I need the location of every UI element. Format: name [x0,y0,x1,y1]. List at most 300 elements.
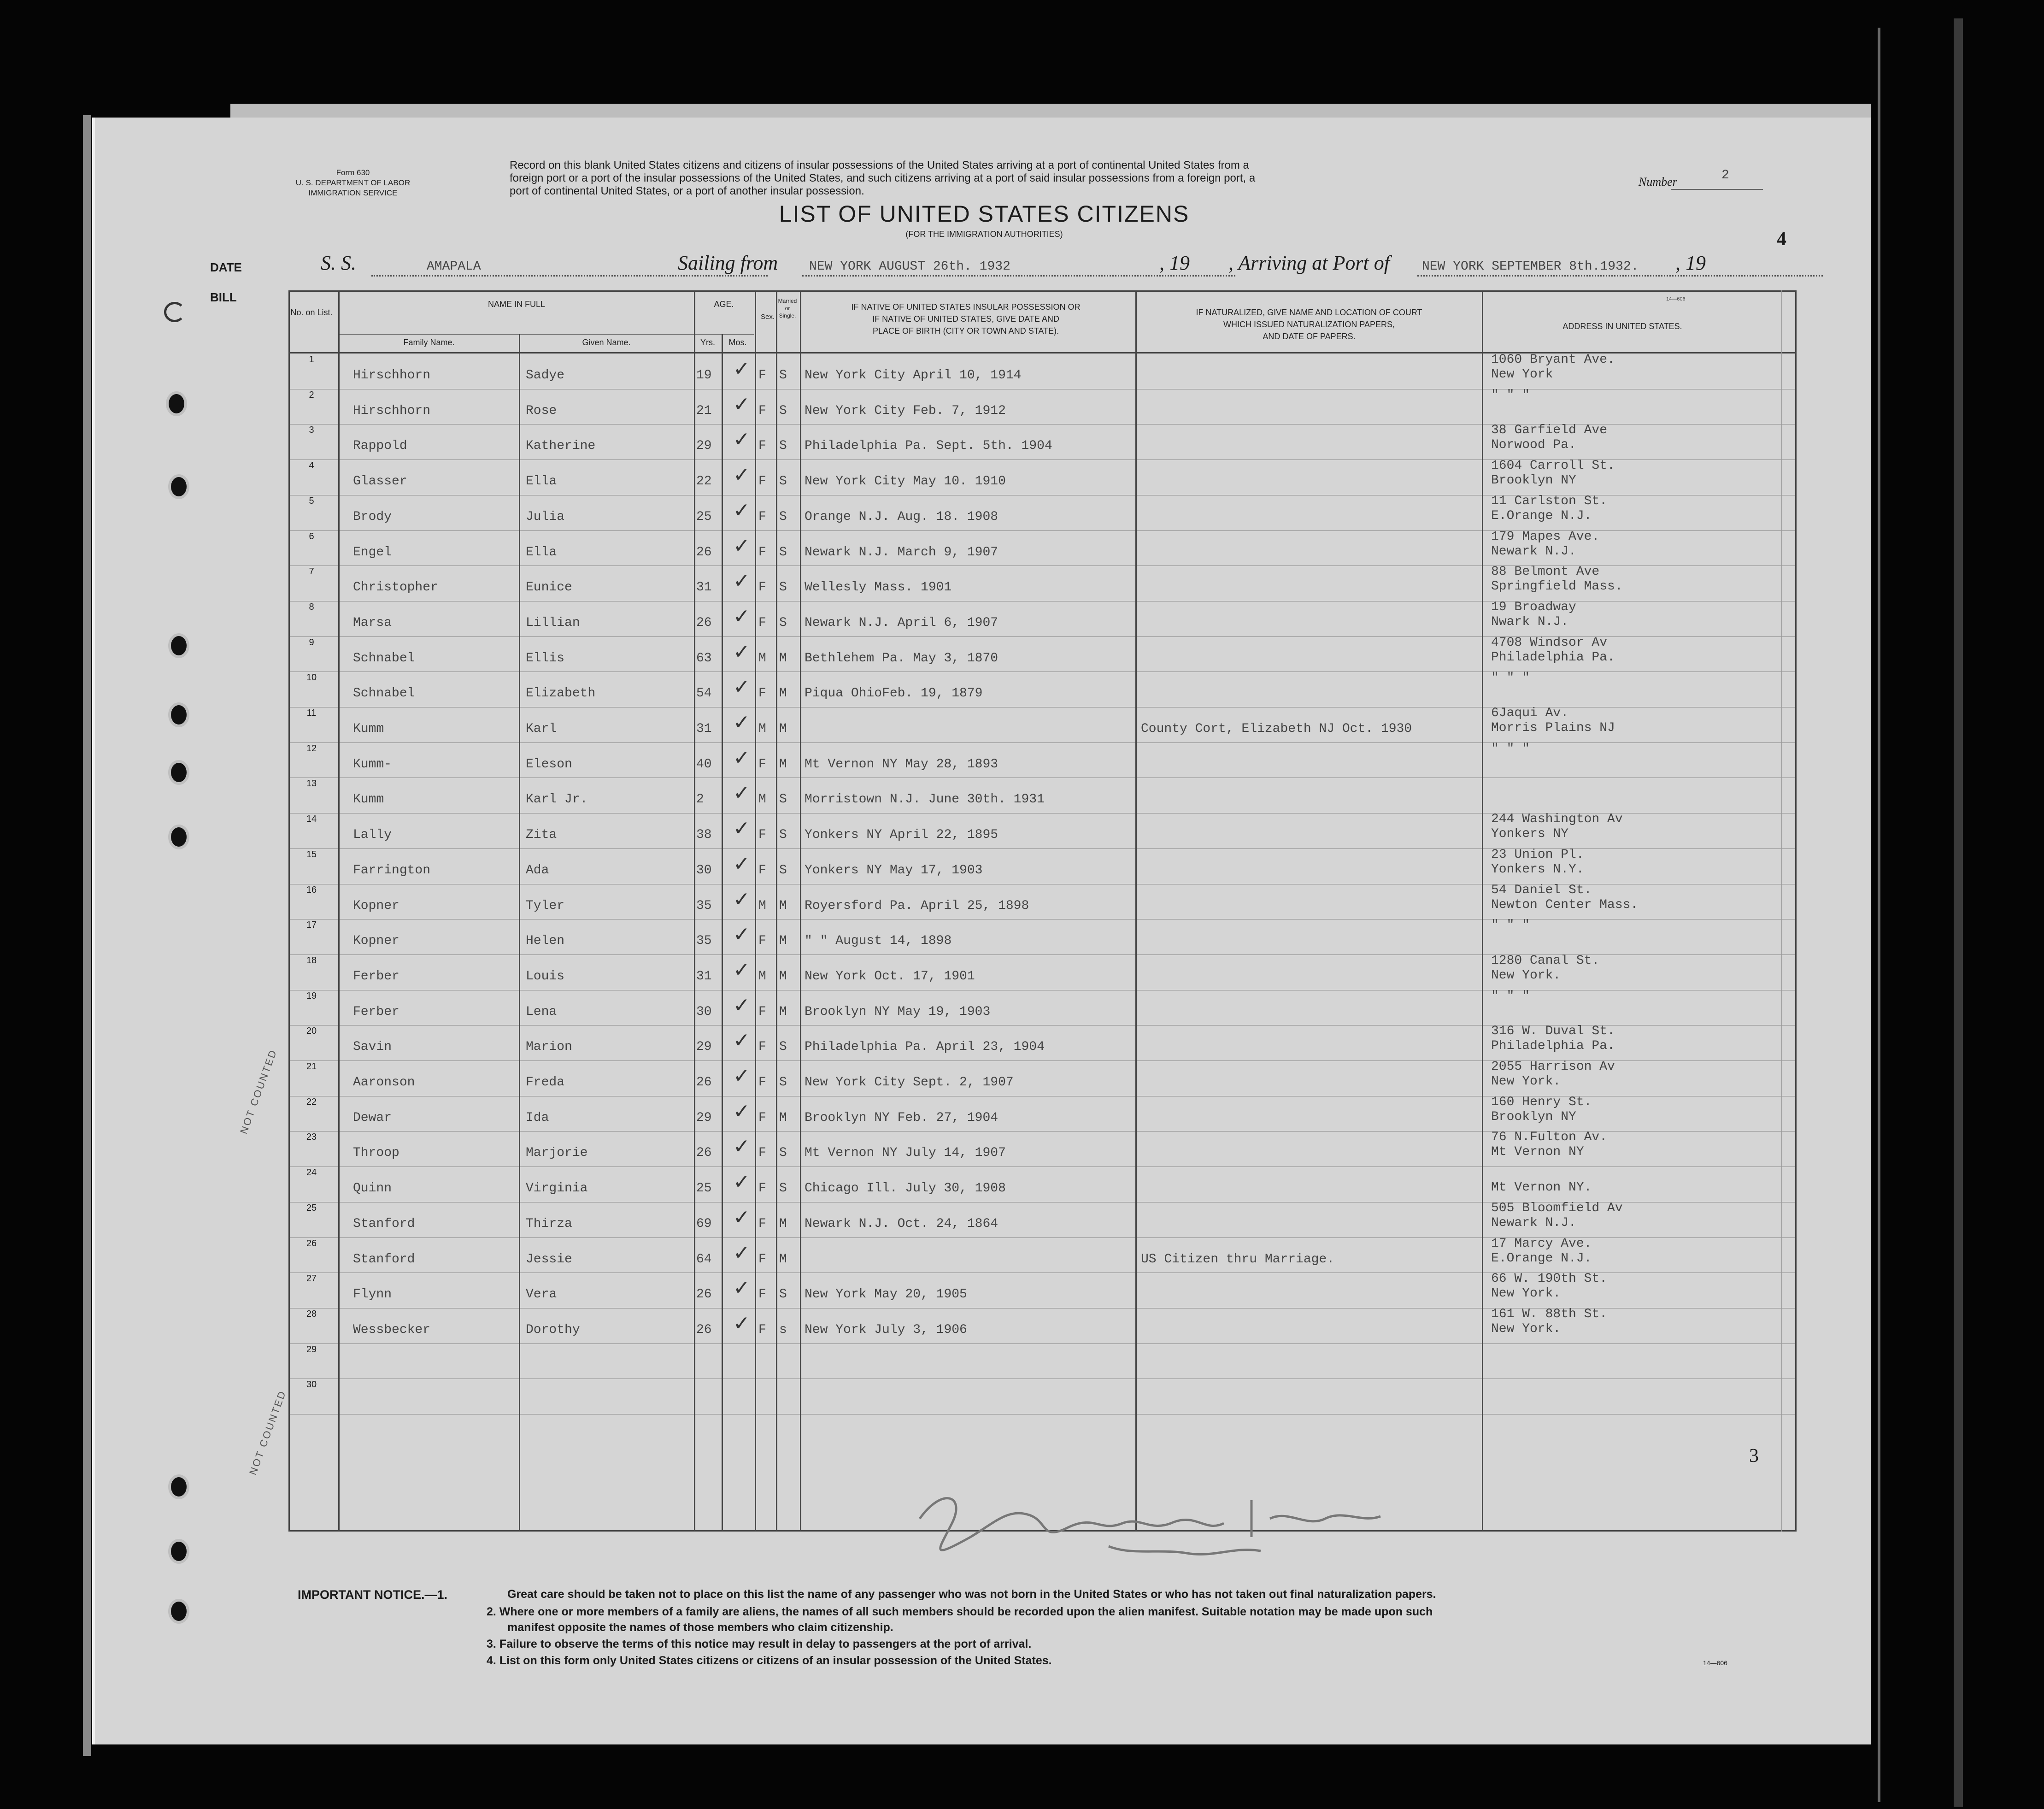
cell-addr1: 1604 Carroll St. [1491,459,1615,473]
cell-given: Lena [526,1005,557,1019]
col-name-header: NAME IN FULL [488,300,546,309]
cell-no: 3 [309,425,314,435]
cell-family: Ferber [353,969,399,984]
cell-age: 30 [696,1005,712,1019]
cell-birth: Philadelphia Pa. April 23, 1904 [805,1040,1045,1054]
cell-birth: Newark N.J. March 9, 1907 [805,545,999,560]
service: IMMIGRATION SERVICE [308,189,398,197]
cell-no: 28 [306,1309,317,1319]
cell-given: Sadye [526,368,565,383]
not-counted-stamp-2: NOT COUNTED [247,1388,288,1477]
check-mark: ✓ [733,1029,750,1052]
check-mark: ✓ [733,463,750,487]
cell-ms: s [779,1323,787,1337]
cell-sex: F [758,439,766,453]
cell-given: Louis [526,969,565,984]
cell-sex: F [758,580,766,595]
cell-age: 19 [696,368,712,383]
cell-given: Rose [526,404,557,418]
cell-sex: F [758,1075,766,1090]
cell-sex: F [758,1040,766,1054]
cell-addr1: " " " [1491,671,1530,685]
cell-no: 27 [306,1273,317,1284]
cell-given: Eunice [526,580,572,595]
cell-birth: Wellesly Mass. 1901 [805,580,952,595]
check-mark: ✓ [733,393,750,416]
cell-family: Kopner [353,934,399,948]
check-mark: ✓ [733,499,750,522]
cell-age: 26 [696,1287,712,1302]
cell-sex: F [758,1005,766,1019]
col-naturalized-header-2: WHICH ISSUED NATURALIZATION PAPERS, [1223,320,1395,329]
cell-age: 22 [696,474,712,489]
ship-name: AMAPALA [427,259,481,274]
cell-given: Ada [526,863,549,878]
cell-no: 22 [306,1097,317,1107]
department: U. S. DEPARTMENT OF LABOR [295,178,411,187]
cell-ms: S [779,510,787,524]
cell-birth: New York City April 10, 1914 [805,368,1022,383]
cell-birth: New York May 20, 1905 [805,1287,967,1302]
cell-ms: S [779,1287,787,1302]
column-rule [338,290,340,1532]
cell-addr2: Philadelphia Pa. [1491,1039,1615,1053]
cell-addr2: New York. [1491,1286,1561,1301]
cell-no: 30 [306,1379,317,1390]
cell-no: 18 [306,955,317,966]
cell-sex: F [758,1181,766,1196]
cell-addr1: 54 Daniel St. [1491,883,1592,897]
cell-given: Lillian [526,616,580,630]
cell-addr1: " " " [1491,742,1530,756]
cell-given: Ellis [526,651,565,666]
instructions-line-1: Record on this blank United States citizens and citizens of insular possessions of the United States arriving at a port of continental United States from a [510,159,1249,171]
cell-ms: S [779,439,787,453]
side-date-label: DATE [210,260,242,274]
cell-birth: Mt Vernon NY July 14, 1907 [805,1146,1006,1160]
instructions-line-3: port of continental United States, or a port of another insular possession. [510,185,864,197]
age-sub-rule [694,334,754,335]
cell-sex: M [758,722,766,736]
cell-addr2: New York. [1491,1074,1561,1089]
cell-birth: Bethlehem Pa. May 3, 1870 [805,651,999,666]
cell-given: Dorothy [526,1323,580,1337]
cell-addr1: 17 Marcy Ave. [1491,1237,1592,1251]
cell-birth: Brooklyn NY Feb. 27, 1904 [805,1111,999,1125]
cell-addr1: 38 Garfield Ave [1491,423,1608,437]
table-top-rule [288,290,1795,292]
cell-addr2: Newark N.J. [1491,1216,1576,1230]
cell-given: Ida [526,1111,549,1125]
cell-no: 7 [309,566,314,577]
cell-family: Kumm- [353,757,392,772]
cell-addr1: 66 W. 190th St. [1491,1272,1608,1286]
cell-no: 25 [306,1203,317,1213]
cell-no: 24 [306,1167,317,1178]
cell-addr2: Mt Vernon NY. [1491,1180,1592,1195]
column-rule [1795,290,1797,1532]
cell-no: 6 [309,531,314,542]
cell-family: Lally [353,828,392,842]
page-top-shadow [230,104,1871,118]
cell-addr1: 2055 Harrison Av [1491,1060,1615,1074]
cell-addr2: Brooklyn NY [1491,473,1576,488]
form-number: Form 630 [336,168,370,177]
cell-given: Ella [526,545,557,560]
cell-ms: M [779,969,787,984]
cell-no: 8 [309,602,314,612]
cell-sex: F [758,863,766,878]
column-rule [1781,290,1782,1532]
cell-addr1: 19 Broadway [1491,600,1576,614]
cell-no: 15 [306,849,317,860]
check-mark: ✓ [733,534,750,558]
cell-birth: New York July 3, 1906 [805,1323,967,1337]
cell-sex: F [758,1217,766,1231]
check-mark: ✓ [733,569,750,593]
cell-birth: Yonkers NY May 17, 1903 [805,863,983,878]
cell-ms: S [779,368,787,383]
cell-family: Kumm [353,792,384,807]
cell-birth: Mt Vernon NY May 28, 1893 [805,757,999,772]
cell-birth: New York City Feb. 7, 1912 [805,404,1006,418]
cell-family: Hirschhorn [353,368,431,383]
not-counted-stamp: NOT COUNTED [238,1047,279,1136]
cell-sex: F [758,404,766,418]
cell-given: Zita [526,828,557,842]
corner-page-number: 4 [1777,229,1786,250]
cell-ms: S [779,404,787,418]
cell-age: 38 [696,828,712,842]
check-mark: ✓ [733,1170,750,1194]
check-mark: ✓ [733,675,750,699]
cell-sex: F [758,616,766,630]
notice-item-1: Great care should be taken not to place on this list the name of any passenger who was not born in the United States or who has not taken out final naturalization papers. [507,1588,1436,1601]
check-mark: ✓ [733,357,750,381]
cell-ms: S [779,828,787,842]
cell-birth: New York Oct. 17, 1901 [805,969,975,984]
cell-sex: F [758,757,766,772]
cell-given: Karl [526,722,557,736]
cell-no: 16 [306,885,317,895]
cell-family: Schnabel [353,651,415,666]
cell-no: 9 [309,637,314,648]
check-mark: ✓ [733,1064,750,1088]
cell-family: Schnabel [353,686,415,701]
cell-age: 54 [696,686,712,701]
cell-sex: M [758,651,766,666]
page-title: LIST OF UNITED STATES CITIZENS [779,201,1190,227]
arriving-port-value: NEW YORK SEPTEMBER 8th.1932. [1422,259,1639,274]
cell-addr2: Yonkers NY [1491,827,1569,841]
cell-addr2: Nwark N.J. [1491,615,1569,629]
cell-addr1: 160 Henry St. [1491,1095,1592,1109]
check-mark: ✓ [733,1206,750,1229]
cell-no: 5 [309,496,314,506]
cell-family: Glasser [353,474,407,489]
cell-family: Hirschhorn [353,404,431,418]
cell-age: 26 [696,1323,712,1337]
cell-ms: S [779,545,787,560]
col-age-header: AGE. [714,300,734,309]
cell-age: 21 [696,404,712,418]
cell-addr2: New York [1491,367,1553,382]
cell-birth: Royersford Pa. April 25, 1898 [805,899,1029,913]
check-mark: ✓ [733,888,750,911]
cell-birth: New York City May 10. 1910 [805,474,1006,489]
check-mark: ✓ [733,852,750,876]
cell-given: Thirza [526,1217,572,1231]
check-mark: ✓ [733,711,750,734]
cell-ms: S [779,1181,787,1196]
cell-family: Christopher [353,580,438,595]
cell-age: 31 [696,580,712,595]
number-value: 2 [1721,168,1729,183]
column-rule [519,334,520,1532]
cell-age: 35 [696,934,712,948]
cell-addr1: 76 N.Fulton Av. [1491,1130,1608,1144]
cell-ms: S [779,792,787,807]
check-mark: ✓ [733,1135,750,1158]
cell-ms: M [779,1005,787,1019]
cell-age: 25 [696,1181,712,1196]
cell-no: 20 [306,1026,317,1036]
cell-ms: M [779,1111,787,1125]
cell-addr2: E.Orange N.J. [1491,509,1592,523]
cell-addr1: 505 Bloomfield Av [1491,1201,1623,1215]
cell-given: Freda [526,1075,565,1090]
cell-birth: Newark N.J. April 6, 1907 [805,616,999,630]
row-rule [288,1343,1795,1344]
cell-family: Wessbecker [353,1323,431,1337]
col-birth-header-1: IF NATIVE OF UNITED STATES INSULAR POSSESSION OR [851,302,1081,312]
notice-item-4: 4. List on this form only United States citizens or citizens of an insular possession of the United States. [487,1654,1052,1667]
cell-no: 11 [306,708,317,718]
check-mark: ✓ [733,923,750,946]
cell-given: Marjorie [526,1146,588,1160]
check-mark: ✓ [733,428,750,451]
col-no-header: No. on List. [290,308,333,317]
sailing-label: Sailing from [678,252,778,274]
cell-family: Kumm [353,722,384,736]
cell-given: Helen [526,934,565,948]
inspector-signature [901,1468,1408,1569]
notice-item-2b: manifest opposite the names of those members who claim citizenship. [507,1621,893,1634]
col-sex-header: Sex. [760,313,775,321]
col-naturalized-header-1: IF NATURALIZED, GIVE NAME AND LOCATION OF COURT [1196,308,1422,317]
page-edge-left [83,115,91,1756]
cell-addr1: 88 Belmont Ave [1491,565,1600,579]
cell-family: Flynn [353,1287,392,1302]
column-rule [800,290,801,1532]
check-mark: ✓ [733,640,750,664]
cell-age: 63 [696,651,712,666]
cell-ms: S [779,616,787,630]
column-rule [722,334,723,1532]
cell-family: Engel [353,545,392,560]
cell-sex: F [758,1287,766,1302]
cell-no: 14 [306,814,317,824]
cell-addr1: 4708 Windsor Av [1491,636,1608,650]
cell-sex: F [758,474,766,489]
cell-ms: M [779,1252,787,1267]
cell-no: 23 [306,1132,317,1142]
arriving-label: , Arriving at Port of [1228,252,1390,274]
cell-given: Tyler [526,899,565,913]
cell-birth: Morristown N.J. June 30th. 1931 [805,792,1045,807]
cell-ms: M [779,686,787,701]
cell-addr1: " " " [1491,388,1530,402]
cell-given: Eleson [526,757,572,772]
notice-item-2a: 2. Where one or more members of a family are aliens, the names of all such members should be recorded upon the alien manifest. Suitable notation may be made upon such [487,1605,1433,1618]
cell-addr1: 6Jaqui Av. [1491,706,1569,720]
cell-ms: M [779,1217,787,1231]
cell-ms: M [779,651,787,666]
cell-addr1: 1060 Bryant Ave. [1491,353,1615,367]
cell-addr1: " " " [1491,918,1530,932]
cell-birth: New York City Sept. 2, 1907 [805,1075,1014,1090]
column-rule [1482,290,1483,1532]
cell-family: Throop [353,1146,399,1160]
cell-given: Julia [526,510,565,524]
col-yrs-header: Yrs. [700,338,715,347]
footer-page-number: 3 [1749,1445,1759,1467]
cell-ms: S [779,474,787,489]
cell-sex: F [758,1111,766,1125]
cell-addr1: 244 Washington Av [1491,812,1623,826]
cell-sex: F [758,1146,766,1160]
cell-sex: F [758,934,766,948]
column-rule [694,290,695,1532]
cell-ms: S [779,1075,787,1090]
cell-addr2: Norwood Pa. [1491,438,1576,452]
check-mark: ✓ [733,1100,750,1123]
cell-age: 69 [696,1217,712,1231]
cell-addr2: Springfield Mass. [1491,579,1623,594]
cell-given: Jessie [526,1252,572,1267]
cell-given: Katherine [526,439,596,453]
signature-text: V. Jeannell Insp [1040,1486,1043,1487]
cell-no: 13 [306,778,317,789]
notice-heading: IMPORTANT NOTICE.—1. [298,1588,448,1602]
cell-addr2: Philadelphia Pa. [1491,650,1615,665]
cell-no: 19 [306,991,317,1001]
cell-addr2: New York. [1491,1322,1561,1336]
cell-given: Ella [526,474,557,489]
cell-addr2: Newton Center Mass. [1491,898,1639,912]
cell-no: 21 [306,1061,317,1072]
page-subtitle: (FOR THE IMMIGRATION AUTHORITIES) [905,230,1063,239]
cell-given: Virginia [526,1181,588,1196]
page-edge-right [1878,28,1880,1802]
cell-sex: M [758,899,766,913]
col-given-header: Given Name. [582,338,631,347]
cell-addr2: Morris Plains NJ [1491,721,1615,735]
cell-no: 17 [306,920,317,930]
cell-no: 1 [309,354,314,365]
cell-family: Ferber [353,1005,399,1019]
cell-no: 29 [306,1344,317,1355]
cell-family: Farrington [353,863,431,878]
check-mark: ✓ [733,994,750,1017]
cell-age: 30 [696,863,712,878]
col-family-header: Family Name. [403,338,455,347]
cell-nat: US Citizen thru Marriage. [1141,1252,1335,1267]
cell-age: 40 [696,757,712,772]
cell-age: 26 [696,616,712,630]
cell-no: 2 [309,390,314,400]
cell-age: 31 [696,969,712,984]
cell-birth: Philadelphia Pa. Sept. 5th. 1904 [805,439,1052,453]
cell-addr2: Newark N.J. [1491,544,1576,559]
cell-sex: F [758,686,766,701]
cell-age: 26 [696,1146,712,1160]
cell-addr2: Brooklyn NY [1491,1110,1576,1124]
instructions-line-2: foreign port or a port of the insular possessions of the United States, and such citizens arriving at a port of said insular possessions from a foreign port, a [510,172,1256,184]
cell-sex: M [758,792,766,807]
cell-sex: M [758,969,766,984]
cell-given: Vera [526,1287,557,1302]
cell-no: 26 [306,1238,317,1249]
sailing-from-value: NEW YORK AUGUST 26th. 1932 [809,259,1010,274]
cell-family: Rappold [353,439,407,453]
col-mos-header: Mos. [728,338,747,347]
cell-nat: County Cort, Elizabeth NJ Oct. 1930 [1141,722,1412,736]
check-mark: ✓ [733,958,750,982]
notice-code: 14—606 [1703,1659,1727,1667]
side-bill-label: BILL [210,290,237,304]
cell-no: 4 [309,460,314,471]
cell-addr2: Mt Vernon NY [1491,1145,1584,1159]
sailing-year: , 19 [1159,252,1190,274]
name-sub-rule [339,334,726,335]
cell-no: 10 [306,672,317,683]
cell-family: Dewar [353,1111,392,1125]
col-birth-header-2: IF NATIVE OF UNITED STATES, GIVE DATE AND [872,314,1059,324]
cell-sex: F [758,828,766,842]
cell-given: Marion [526,1040,572,1054]
check-mark: ✓ [733,1312,750,1335]
col-address-header: ADDRESS IN UNITED STATES. [1562,322,1682,331]
cell-addr1: 161 W. 88th St. [1491,1307,1608,1321]
cell-ms: S [779,580,787,595]
cell-birth: Piqua OhioFeb. 19, 1879 [805,686,983,701]
cell-addr1: 316 W. Duval St. [1491,1024,1615,1038]
cell-birth: " " August 14, 1898 [805,934,952,948]
cell-age: 29 [696,439,712,453]
cell-ms: M [779,934,787,948]
col-naturalized-header-3: AND DATE OF PAPERS. [1263,332,1356,341]
check-mark: ✓ [733,1241,750,1265]
small-form-code: 14—606 [1666,296,1686,302]
cell-family: Marsa [353,616,392,630]
cell-sex: F [758,510,766,524]
cell-birth: Yonkers NY April 22, 1895 [805,828,999,842]
cell-ms: M [779,757,787,772]
cell-family: Stanford [353,1252,415,1267]
cell-ms: S [779,863,787,878]
cell-age: 25 [696,510,712,524]
cell-family: Kopner [353,899,399,913]
cell-given: Karl Jr. [526,792,588,807]
check-mark: ✓ [733,781,750,805]
binder-edge [1954,18,1963,1807]
cell-ms: M [779,722,787,736]
cell-birth: Orange N.J. Aug. 18. 1908 [805,510,999,524]
cell-addr1: 1280 Canal St. [1491,954,1600,968]
cell-age: 64 [696,1252,712,1267]
number-label: Number [1639,175,1677,189]
